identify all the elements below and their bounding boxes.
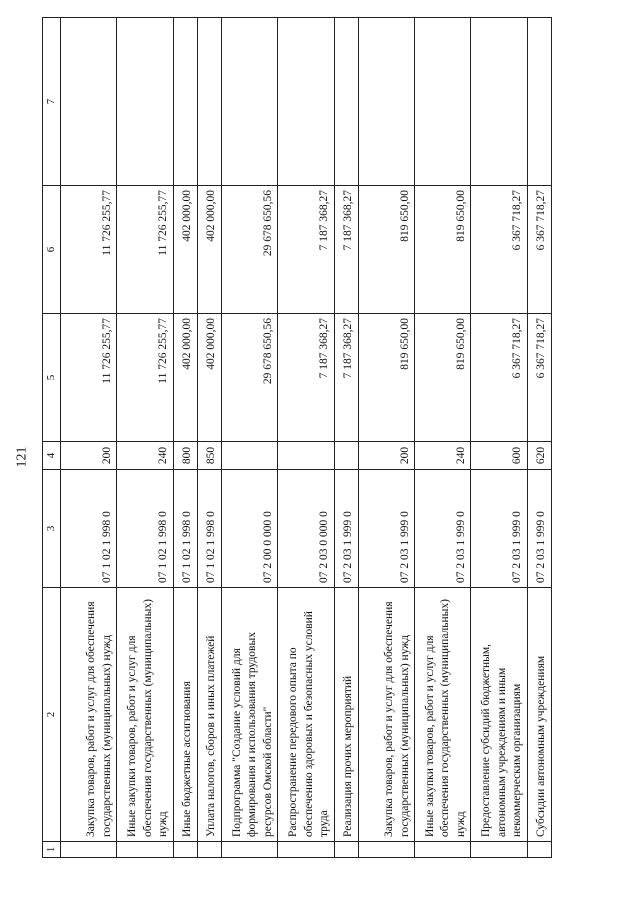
row-type-cell: 240 [415, 442, 471, 470]
row-value-6-cell: 11 726 255,77 [60, 186, 116, 314]
table-row [60, 18, 116, 858]
row-value-6-cell: 7 187 368,27 [278, 186, 334, 314]
row-value-5-cell: 819 650,00 [415, 314, 471, 442]
header-cell-6: 6 [43, 186, 61, 314]
row-code-cell: 07 2 03 1 999 0 [334, 470, 358, 588]
row-name-cell: Предоставление субсидий бюджетным, автономным учреждениям и иным некоммерческим организациям [471, 588, 527, 842]
row-value-6-cell: 11 726 255,77 [117, 186, 173, 314]
header-cell-1: 1 [43, 842, 61, 858]
row-name-cell: Уплата налогов, сборов и иных платежей [197, 588, 221, 842]
header-cell-5: 5 [43, 314, 61, 442]
row-value-7-cell [117, 18, 173, 186]
page-number-text: 121 [14, 446, 29, 468]
row-value-6-cell: 819 650,00 [358, 186, 414, 314]
row-value-5-cell: 11 726 255,77 [60, 314, 116, 442]
row-spacer-cell [221, 842, 277, 858]
row-name-cell: Иные бюджетные ассигнования [173, 588, 197, 842]
row-value-7-cell [527, 18, 551, 186]
row-name-cell: Подпрограмма "Создание условий для формирования и использования трудовых ресурсов Омской области" [221, 588, 277, 842]
table-row [415, 18, 471, 858]
row-value-7-cell [278, 18, 334, 186]
header-cell-3: 3 [43, 470, 61, 588]
table-row [173, 18, 197, 858]
row-spacer-cell [197, 842, 221, 858]
header-cell-4: 4 [43, 442, 61, 470]
row-name-cell: Закупка товаров, работ и услуг для обеспечения государственных (муниципальных) нужд [60, 588, 116, 842]
page-number [12, 442, 32, 472]
row-value-7-cell [334, 18, 358, 186]
table-row [334, 18, 358, 858]
row-spacer-cell [471, 842, 527, 858]
row-type-cell: 200 [60, 442, 116, 470]
row-value-5-cell: 402 000,00 [173, 314, 197, 442]
row-code-cell: 07 2 03 1 999 0 [358, 470, 414, 588]
row-value-6-cell: 402 000,00 [173, 186, 197, 314]
row-type-cell: 850 [197, 442, 221, 470]
row-value-7-cell [60, 18, 116, 186]
row-code-cell: 07 2 03 1 999 0 [471, 470, 527, 588]
row-code-cell: 07 1 02 1 998 0 [117, 470, 173, 588]
row-type-cell [221, 442, 277, 470]
row-spacer-cell [60, 842, 116, 858]
row-spacer-cell [278, 842, 334, 858]
row-value-5-cell: 29 678 650,56 [221, 314, 277, 442]
row-value-5-cell: 402 000,00 [197, 314, 221, 442]
row-value-6-cell: 6 367 718,27 [471, 186, 527, 314]
budget-table [42, 17, 552, 858]
row-spacer-cell [173, 842, 197, 858]
row-type-cell [334, 442, 358, 470]
table-row [197, 18, 221, 858]
row-spacer-cell [117, 842, 173, 858]
row-type-cell: 620 [527, 442, 551, 470]
row-value-5-cell: 819 650,00 [358, 314, 414, 442]
row-value-7-cell [358, 18, 414, 186]
table-row [221, 18, 277, 858]
row-name-cell: Распространение передового опыта по обеспечению здоровых и безопасных условий труда [278, 588, 334, 842]
table-row [278, 18, 334, 858]
row-value-5-cell: 6 367 718,27 [471, 314, 527, 442]
row-value-7-cell [415, 18, 471, 186]
row-name-cell: Иные закупки товаров, работ и услуг для обеспечения государственных (муниципальных) нужд [415, 588, 471, 842]
row-code-cell: 07 1 02 1 998 0 [173, 470, 197, 588]
header-cell-2: 2 [43, 588, 61, 842]
table-row [358, 18, 414, 858]
row-value-7-cell [471, 18, 527, 186]
row-spacer-cell [334, 842, 358, 858]
row-value-6-cell: 7 187 368,27 [334, 186, 358, 314]
row-name-cell: Закупка товаров, работ и услуг для обеспечения государственных (муниципальных) нужд [358, 588, 414, 842]
row-value-6-cell: 6 367 718,27 [527, 186, 551, 314]
row-value-6-cell: 819 650,00 [415, 186, 471, 314]
row-code-cell: 07 1 02 1 998 0 [60, 470, 116, 588]
header-cell-7: 7 [43, 18, 61, 186]
budget-table-body [43, 18, 552, 858]
row-spacer-cell [527, 842, 551, 858]
row-spacer-cell [415, 842, 471, 858]
table-row [471, 18, 527, 858]
row-spacer-cell [358, 842, 414, 858]
row-value-5-cell: 6 367 718,27 [527, 314, 551, 442]
row-type-cell: 200 [358, 442, 414, 470]
row-value-7-cell [197, 18, 221, 186]
row-value-5-cell: 7 187 368,27 [278, 314, 334, 442]
table-row [117, 18, 173, 858]
row-value-7-cell [173, 18, 197, 186]
rotated-table-container [42, 18, 552, 858]
row-code-cell: 07 2 03 0 000 0 [278, 470, 334, 588]
row-name-cell: Иные закупки товаров, работ и услуг для обеспечения государственных (муниципальных) нужд [117, 588, 173, 842]
row-code-cell: 07 2 03 1 999 0 [527, 470, 551, 588]
row-type-cell: 600 [471, 442, 527, 470]
row-value-6-cell: 29 678 650,56 [221, 186, 277, 314]
row-value-5-cell: 11 726 255,77 [117, 314, 173, 442]
row-code-cell: 07 1 02 1 998 0 [197, 470, 221, 588]
row-value-6-cell: 402 000,00 [197, 186, 221, 314]
row-type-cell: 800 [173, 442, 197, 470]
row-name-cell: Субсидии автономным учреждениям [527, 588, 551, 842]
row-value-5-cell: 7 187 368,27 [334, 314, 358, 442]
row-type-cell [278, 442, 334, 470]
row-type-cell: 240 [117, 442, 173, 470]
header-row [43, 18, 61, 858]
row-code-cell: 07 2 03 1 999 0 [415, 470, 471, 588]
row-code-cell: 07 2 00 0 000 0 [221, 470, 277, 588]
row-name-cell: Реализация прочих мероприятий [334, 588, 358, 842]
row-value-7-cell [221, 18, 277, 186]
table-row [527, 18, 551, 858]
